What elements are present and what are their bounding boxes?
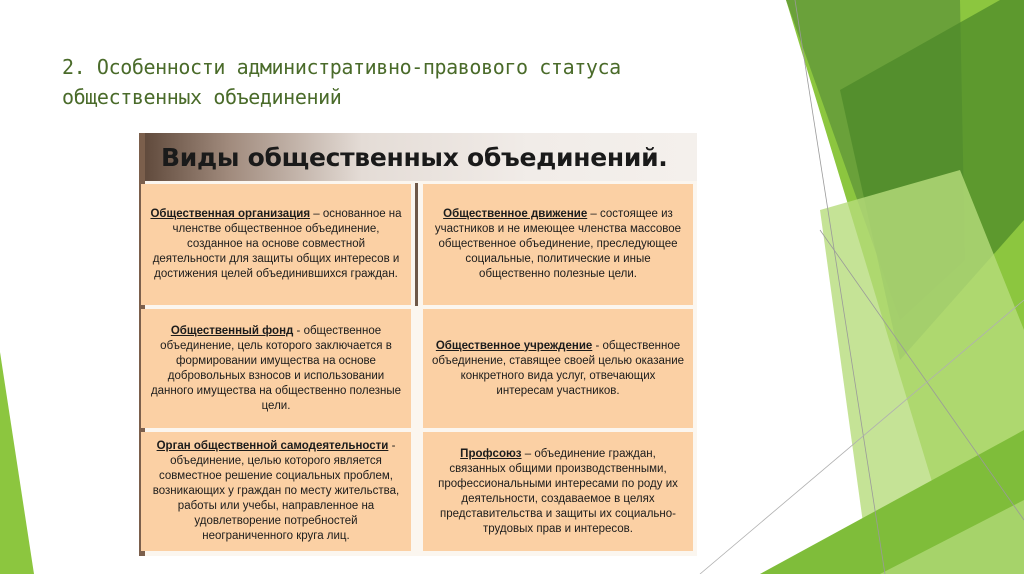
card-separator: – [310,208,323,220]
card-public-institution [423,309,693,428]
figure-heading: Виды общественных объединений. [161,143,668,172]
card-text [431,339,685,399]
card-public-organization [141,184,411,305]
card-self-governance-body [141,432,411,551]
card-public-movement [423,184,693,305]
card-definition: объединение, целью которого является совместное решение социальных проблем, возникающих у граждан по месту жительства, работы или учебы, направленное на удовлетворение потребностей неограниченного круга лиц. [152,455,400,542]
card-definition: состоящее из участников и не имеющее членства массовое общественное объединение, преследующее социальные, политические и иные общественно полезные цели. [434,208,682,280]
card-text [149,207,403,282]
card-term: Общественная организация [150,208,311,220]
card-text [431,447,685,537]
left-green-shape [0,352,34,574]
slide-title-line-1: 2. Особенности административно-правового статуса [62,55,621,79]
card-definition: общественное объединение, ставящее своей целью оказание конкретного вида услуг, отвечающих интересам участников. [431,339,685,397]
card-public-fund [141,309,411,428]
card-term: Профсоюз [460,447,522,460]
card-definition: основанное на членстве общественное объединение, созданное на основе совместной деятельности для защиты общих интересов и достижения целей объединившихся граждан. [152,208,402,280]
card-term: Орган общественной самодеятельности [156,440,389,452]
card-text [149,439,403,544]
card-text [431,207,685,282]
card-term: Общественный фонд [170,324,294,337]
types-figure [139,133,697,556]
card-text [149,324,403,414]
card-definition: общественное объединение, цель которого заключается в формировании имущества на основе добровольных взносов и использовании данного имущества на общественно полезные цели. [150,324,402,412]
card-separator: - [293,324,304,337]
card-separator: - [388,440,396,452]
slide-title [62,52,762,112]
card-definition: объединение граждан, связанных общими производственными, профессиональными интересами по роду их деятельности, создаваемое в целях представительства и защиты их социально-трудовых прав и интересов. [438,447,678,535]
card-separator: - [592,339,603,352]
card-term: Общественное движение [443,208,588,220]
card-separator: – [587,208,601,220]
figure-header [139,133,697,181]
slide-title-line-2: общественных объединений [62,85,342,109]
column-divider [415,183,418,306]
card-trade-union [423,432,693,551]
card-separator: – [521,447,535,460]
card-term: Общественное учреждение [435,339,593,352]
